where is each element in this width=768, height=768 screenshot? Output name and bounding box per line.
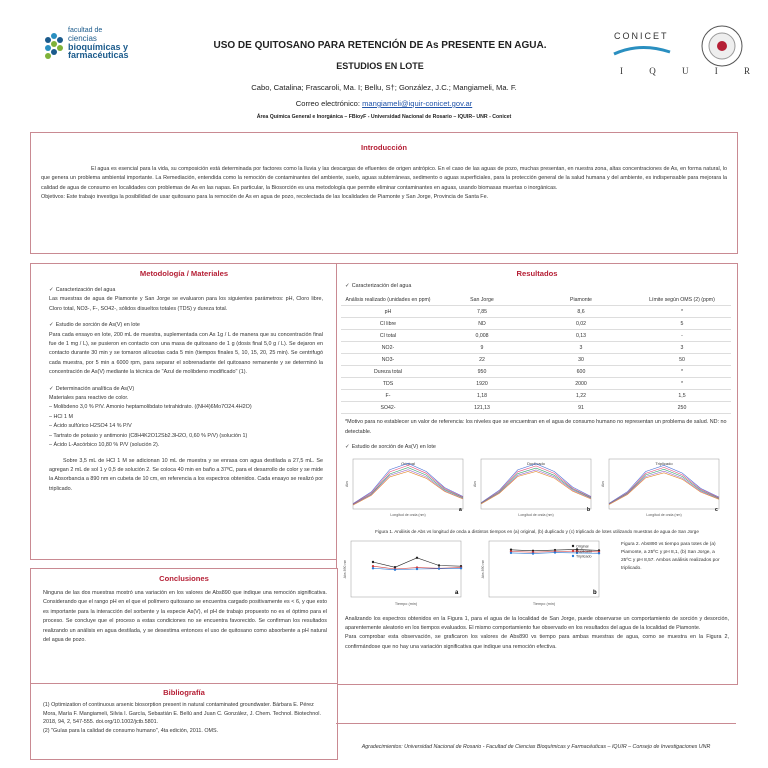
intro-title: Introducción: [361, 143, 407, 152]
results-analysis-2: Para comprobar esta observación, se graficaron los valores de Abs890 vs tiempo para ambas muestras de agua, como se muestra en la Figura 2, confirmándose que no hay una variación significativa que indique una remoción efectiva.: [345, 634, 729, 650]
legend-entry: Duplicado: [576, 549, 592, 554]
method-det-item: – Molibdeno 3,0 % P/V. Amonio heptamolibdato tetrahidrato. ((NH4)6Mo7O24.4H2O): [49, 404, 252, 411]
data-point: [372, 565, 374, 567]
spectra-plot-2: [473, 459, 591, 517]
table-row: NO2- 9 3 3: [341, 342, 731, 354]
intro-panel: [30, 132, 738, 254]
acknowledgements-text: Agradecimientos: Universidad Nacional de Rosario - Facultad de Ciencias Bioquímicas y Farmacéuticas – IQUIR – Consejo de Investigaciones UNR: [361, 744, 711, 750]
unr-seal: [700, 24, 744, 68]
water-char-table: Análisis realizado (unidades en ppm) San Jorge Piamonte Límite según OMS (2) (ppm) pH 7,85 8,6 * Cl libre ND 0,02 5 Cl total 0,008 0,13 - NO2- 9 3 3 NO3- 22 30 50 Dureza total 950 600 * TDS 1920 2000 * F- 1,18 1,22 1,5 SO42- 121,13 91 250: [341, 294, 731, 414]
method-det-head: ✓ Determinación analítica de As(V): [49, 385, 135, 392]
table-row: Cl libre ND 0,02 5: [341, 318, 731, 330]
bibliography-title: Bibliografía: [163, 688, 205, 697]
panel-letter: c: [715, 506, 718, 513]
table-row: TDS 1920 2000 *: [341, 378, 731, 390]
plot-title: Original: [401, 460, 415, 466]
method-sorp-text: Para cada ensayo en lote, 200 mL de muestra, suplementada con As 1g / L de manera que su concentración final fue de 1 mg / L), se pusieron en contacto con una masa de quitosano de 1 g (dosis final 5,0 g / L). Se dejaron en contacto durante 30 min y se tomaron alícuotas cada 5 min (tiempos finales 5, 10, 15, 20, 25 min). Se centrifugó cada muestra, por 5 min a 6000 rpm, para separar el sobrenadante del quitosano remanente y se determinó la concentración de As(V) mediante la técnica de "Azul de molibdeno modificado" (1).: [49, 331, 323, 376]
results-panel: [336, 263, 738, 685]
y-axis-label: Abs: [473, 480, 477, 487]
panel-letter: a: [459, 506, 462, 513]
data-point: [554, 551, 556, 553]
method-det-item: – Ácido sulfúrico H2SO4 14 % P/V: [49, 423, 132, 430]
intro-text: El agua es esencial para la vida, su composición está determinada por factores como la lluvia y las descargas de efluentes de origen antrópico. En el caso de las aguas de pozo, muchas presentan, en nuestra zona, altas concentraciones de As, en forma natural, lo que genera un problema ambiental importante. La Remediación, entendida como la remoción de contaminantes del ambiente, suelo, aguas subterráneas, sedimento o aguas superficiales, para la protección general de la salud humana y del ambiente, es indispensable para mejorara la calidad de agua de consumo en localidades con problemas de As en las napas. En particular, la Biosorción es una metodología que permite eliminar contaminantes en aguas, usando biomasas muertas o inorgánicas. Objetivos: Este trabajo investiga la posibilidad de usar quitosano para la remoción de As en agua de pozo, recolectada de las localidades de Piamonte y San Jorge, Provincia de Santa Fe.: [41, 166, 727, 201]
table-row: F- 1,18 1,22 1,5: [341, 390, 731, 402]
legend-marker: [572, 549, 574, 551]
legend-entry: Triplicado: [576, 554, 592, 559]
spectra-plot-3: [601, 459, 719, 517]
conicet-swoosh: [610, 44, 690, 60]
method-title: Metodología / Materiales: [139, 269, 229, 278]
panel-letter: b: [587, 506, 591, 513]
legend-entry: Original: [576, 544, 589, 549]
conclusions-panel: [30, 568, 338, 685]
data-point: [460, 567, 462, 569]
table-row: NO3- 22 30 50: [341, 354, 731, 366]
abs-time-plot-2: [481, 541, 600, 606]
fig1-caption: Figura 1. Análisis de Abs vs longitud de onda a distintos tiempos en (a) original, (b) duplicado y (c) triplicado de lotes utilizando muestras de agua de San Jorge: [375, 528, 699, 534]
email-line: Correo electrónico: mangiameli@iquir-conicet.gov.ar: [295, 99, 473, 108]
data-point: [438, 564, 440, 566]
table-note: *Motivo para no establecer un valor de referencia: los niveles que se encuentran en el agua de consumo humano no representan un problema de salud. ND: no detectable.: [345, 419, 727, 435]
data-point: [532, 552, 534, 554]
conicet-logo: CONICET: [614, 31, 669, 41]
method-det-item: – HCl 1 M: [49, 413, 73, 420]
table-row: pH 7,85 8,6 *: [341, 306, 731, 318]
conclusions-text: Ninguna de las dos muestras mostró una variación en los valores de Abs890 que indique una remoción significativa. Considerando que el rango pH en el que el polímero quitosano se encuentra cargado positivamente es < 6, y que esto es importante para la interacción del sorbente y la especie As(V), el pH de trabajo propuesto no es el óptimo para el proceso. Se concluye que el proceso a estas condiciones no se encuentra favorecido. Se confirman los resultados realizando un análisis en agua destilada, y se desestima entonces el uso de quitosano como absorbente a pH natural del agua de pozo.: [43, 590, 327, 644]
conclusions-title: Conclusiones: [159, 574, 209, 583]
intro-objective: Objetivos: Este trabajo investiga la posibilidad de usar quitosano para la remoción de As en agua de pozo, recolectada de las localidades de Piamonte y San Jorge, Provincia de Santa Fe.: [41, 194, 489, 201]
fig2-caption: Figura 2. Abs890 vs tiempo para totes de (a) Piamonte, a 25ºC y pH 8,1, (b) San Jorge, a 25ºC y pH 8,57. Ambos análisis realizados por triplicado.: [621, 541, 720, 571]
bib-item: (2) "Guías para la calidad de consumo humano", 4ta edición, 2011. OMS.: [43, 727, 219, 734]
table-row: SO42- 121,13 91 250: [341, 402, 731, 414]
email-link[interactable]: mangiameli@iquir-conicet.gov.ar: [362, 99, 473, 108]
panel-letter: a: [455, 589, 459, 596]
iquir-logo: I Q U I R: [620, 66, 750, 76]
method-final-text: Sobre 3,5 mL de HCl 1 M se adicionan 10 mL de muestra y se enrasa con agua destilada a 27,5 mL. Se agregan 2 mL de sol 1 y 0,5 de solución 2. Se coloca 40 min en baño a 37ºC, para el desarrollo de color y se mide la Absorbancia a 890 nm en cubeta de 10 cm, en referencia a los espectros obtenidos. Cada ensayo se realizó por triplicado.: [49, 457, 323, 492]
table-row: Cl total 0,008 0,13 -: [341, 330, 731, 342]
method-det-item: – Ácido L-Ascórbico 10,80 % P/V (solución 2).: [49, 442, 160, 449]
y-axis-label: Abs: [345, 480, 349, 487]
x-axis-label: Tiempo (min): [532, 601, 556, 606]
data-point: [598, 552, 600, 554]
results-title: Resultados: [516, 269, 558, 278]
y-axis-label: Abs: [601, 480, 605, 487]
data-point: [394, 568, 396, 570]
data-point: [438, 567, 440, 569]
x-axis-label: Longitud de onda (nm): [646, 512, 682, 517]
method-char-head: ✓ Caracterización del agua: [49, 287, 116, 293]
x-axis-label: Longitud de onda (nm): [518, 512, 554, 517]
poster-subtitle: ESTUDIOS EN LOTE: [336, 61, 424, 71]
results-sorp-head: ✓ Estudio de sorción de As(V) en lote: [345, 444, 436, 451]
bibliography-panel: [30, 683, 338, 760]
plot-title: Duplicado: [527, 460, 545, 466]
abs-time-plot-1: [343, 541, 462, 606]
x-axis-label: Tiempo (min): [394, 601, 418, 606]
plot-frame: [351, 541, 461, 597]
authors: Cabo, Catalina; Frascaroli, Ma. I; Bellu, S†; González, J.C.; Mangiameli, Ma. F.: [251, 83, 517, 92]
plot-title: Triplicado: [655, 460, 673, 466]
results-analysis: Analizando los espectros obtenidos en la Figura 1, para el agua de la localidad de San Jorge, puede observarse un comportamiento de sorción y desorción, aparentemente aleatorio en los tiempos evaluados. El mismo comportamiento fue observado en los resultados del agua de la localidad de Piamonte.: [345, 615, 729, 632]
x-axis-label: Longitud de onda (nm): [390, 512, 426, 517]
legend-marker: [572, 554, 574, 556]
data-point: [372, 567, 374, 569]
method-det-intro: Materiales para reactivo de color.: [49, 395, 129, 402]
plot-frame: [481, 459, 591, 509]
data-point: [510, 551, 512, 553]
method-det-item: – Tartrato de potasio y antimonio (C8H4K2O12Sb2.3H2O, 0,60 % P/V) (solución 1): [49, 432, 248, 439]
bib-item: (1) Optimization of continuous arsenic biosorption present in natural contaminated groundwater. Bárbara E. Pérez Mora, María F. Mangiameli, Silvia I. García, Sebastián E. Bellú and Juan C. González, J. Chem. Technol. Biotechnol. 2018, 94, 2, 547-555. doi.org/10.1002/jctb.5801.: [43, 702, 321, 726]
affiliation: Área Química General e Inorgánica – FBioyF - Universidad Nacional de Rosario – IQUIR– UNR - Conicet: [256, 114, 512, 120]
data-point: [416, 556, 418, 558]
method-char-text: Las muestras de agua de Piamonte y San Jorge se evaluaron para los siguientes parámetros: pH, Cloro libre, Cloro total, NO3-, F-, SO42-, sólidos disueltos totales (TDS) y dureza total.: [49, 296, 323, 312]
panel-letter: b: [593, 589, 597, 596]
table-row: Dureza total 950 600 *: [341, 366, 731, 378]
y-axis-label: Abs 890 nm: [343, 559, 347, 578]
plot-frame: [609, 459, 719, 509]
results-char-head: ✓ Caracterización del agua: [345, 283, 412, 289]
plot-frame: [353, 459, 463, 509]
spectra-plot-1: [345, 459, 463, 517]
method-sorp-head: ✓ Estudio de sorción de As(V) en lote: [49, 322, 140, 329]
figure-2-abs-time: [341, 535, 621, 615]
y-axis-label: Abs 890 nm: [481, 559, 485, 578]
data-point: [372, 560, 374, 562]
data-point: [416, 567, 418, 569]
figure-1-spectra: [341, 453, 733, 523]
poster-title: USO DE QUITOSANO PARA RETENCIÓN DE As PRESENTE EN AGUA.: [213, 40, 547, 51]
legend-marker: [572, 544, 574, 546]
acknowledgements-panel: [336, 723, 736, 759]
method-panel: [30, 263, 338, 560]
facultad-logo-text: facultad de ciencias bioquímicas y farmacéuticas: [68, 27, 129, 60]
